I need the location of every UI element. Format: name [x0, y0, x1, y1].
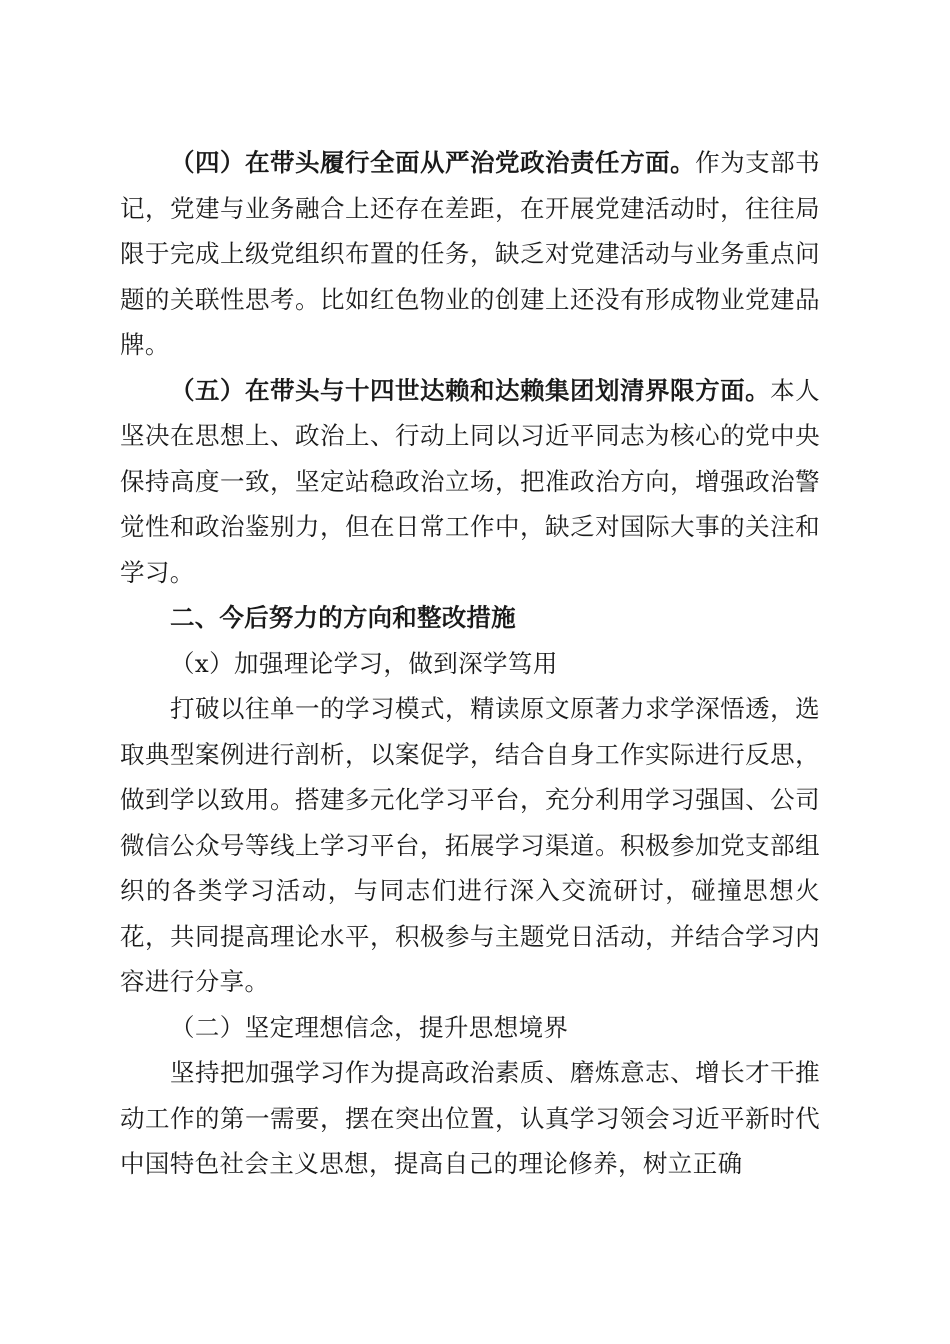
section-five-body: 本人坚决在思想上、政治上、行动上同以习近平同志为核心的党中央保持高度一致，坚定站稳政治立场，把准政治方向，增强政治警觉性和政治鉴别力，但在日常工作中，缺乏对国际大事的关注和学习。: [120, 375, 820, 587]
section-five-title: （五）在带头与十四世达赖和达赖集团划清界限方面。: [170, 375, 771, 405]
section-four-title: （四）在带头履行全面从严治党政治责任方面。: [170, 148, 696, 177]
document-body: [120, 140, 820, 1187]
measure-two-body: 坚持把加强学习作为提高政治素质、磨炼意志、增长才干推动工作的第一需要，摆在突出位置，认真学习领会习近平新时代中国特色社会主义思想，提高自己的理论修养，树立正确: [120, 1058, 820, 1178]
section-four-body: 作为支部书记，党建与业务融合上还存在差距，在开展党建活动时，往往局限于完成上级党组织布置的任务，缺乏对党建活动与业务重点问题的关联性思考。比如红色物业的创建上还没有形成物业党建品牌。: [120, 148, 820, 359]
measure-one-body: 打破以往单一的学习模式，精读原文原著力求学深悟透，选取典型案例进行剖析，以案促学，结合自身工作实际进行反思，做到学以致用。搭建多元化学习平台，充分利用学习强国、公司微信公众号等线上学习平台，拓展学习渠道。积极参加党支部组织的各类学习活动，与同志们进行深入交流研讨，碰撞思想火花，共同提高理论水平，积极参与主题党日活动，并结合学习内容进行分享。: [120, 694, 820, 996]
section-four-paragraph: [120, 140, 820, 368]
measure-two-title: （二）坚定理想信念，提升思想境界: [170, 1012, 569, 1042]
section-five-paragraph: [120, 368, 820, 596]
measure-one-title: （x）加强理论学习，做到深学笃用: [170, 648, 558, 678]
part-two-heading: 二、今后努力的方向和整改措施: [170, 603, 516, 632]
